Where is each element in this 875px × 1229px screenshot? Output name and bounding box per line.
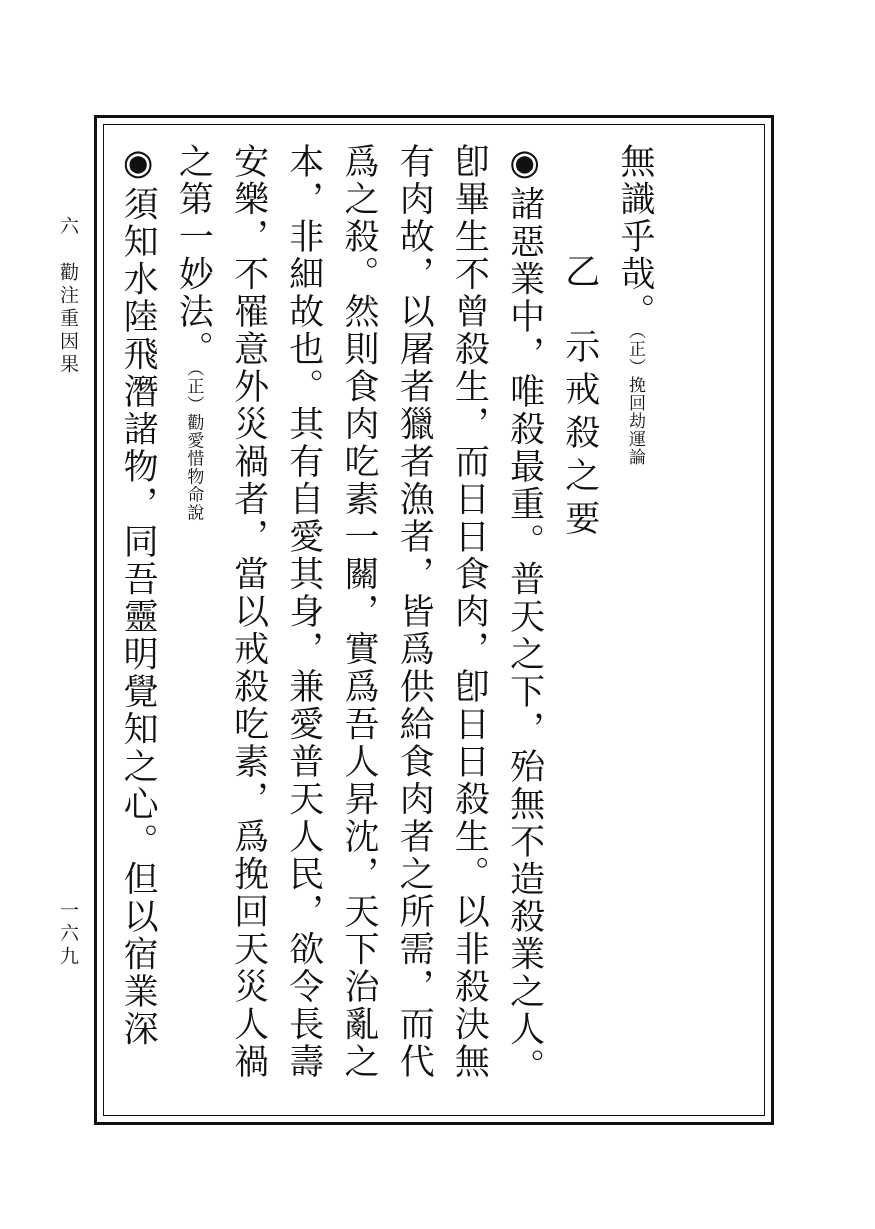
chapter-label: 六 勸注重因果 <box>57 216 79 377</box>
page-number: 一六九 <box>57 900 79 969</box>
section-heading <box>552 143 607 1113</box>
closing-line-text: 無識乎哉。 <box>615 143 655 331</box>
source-note-1: （正）挽回劫運論 <box>625 330 645 466</box>
paragraph-1 <box>165 143 551 1113</box>
source-note-2: （正）勸愛惜物命說 <box>183 368 204 522</box>
body-text <box>110 143 662 1113</box>
paragraph-2: ◉須知水陸飛潛諸物，同吾靈明覺知之心。但以宿業深 <box>118 143 159 1048</box>
section-mark: 乙 <box>559 253 600 291</box>
closing-line <box>607 143 662 1113</box>
section-title: 示戒殺之要 <box>559 328 600 543</box>
paragraph-1-text: ◉諸惡業中，唯殺最重。普天之下，殆無不造殺業之人。卽畢生不曾殺生，而日日食肉，卽日日殺生。以非殺決無有肉故，以屠者獵者漁者，皆爲供給食肉者之所需，而代爲之殺。然則食肉吃素一關，實爲吾人昇沈，天下治亂之本，非細故也。其有自愛其身，兼愛普天人民，欲令長壽安樂，不罹意外災禍者，當以戒殺吃素，爲挽回天災人禍之第一妙法。 <box>173 143 545 1086</box>
